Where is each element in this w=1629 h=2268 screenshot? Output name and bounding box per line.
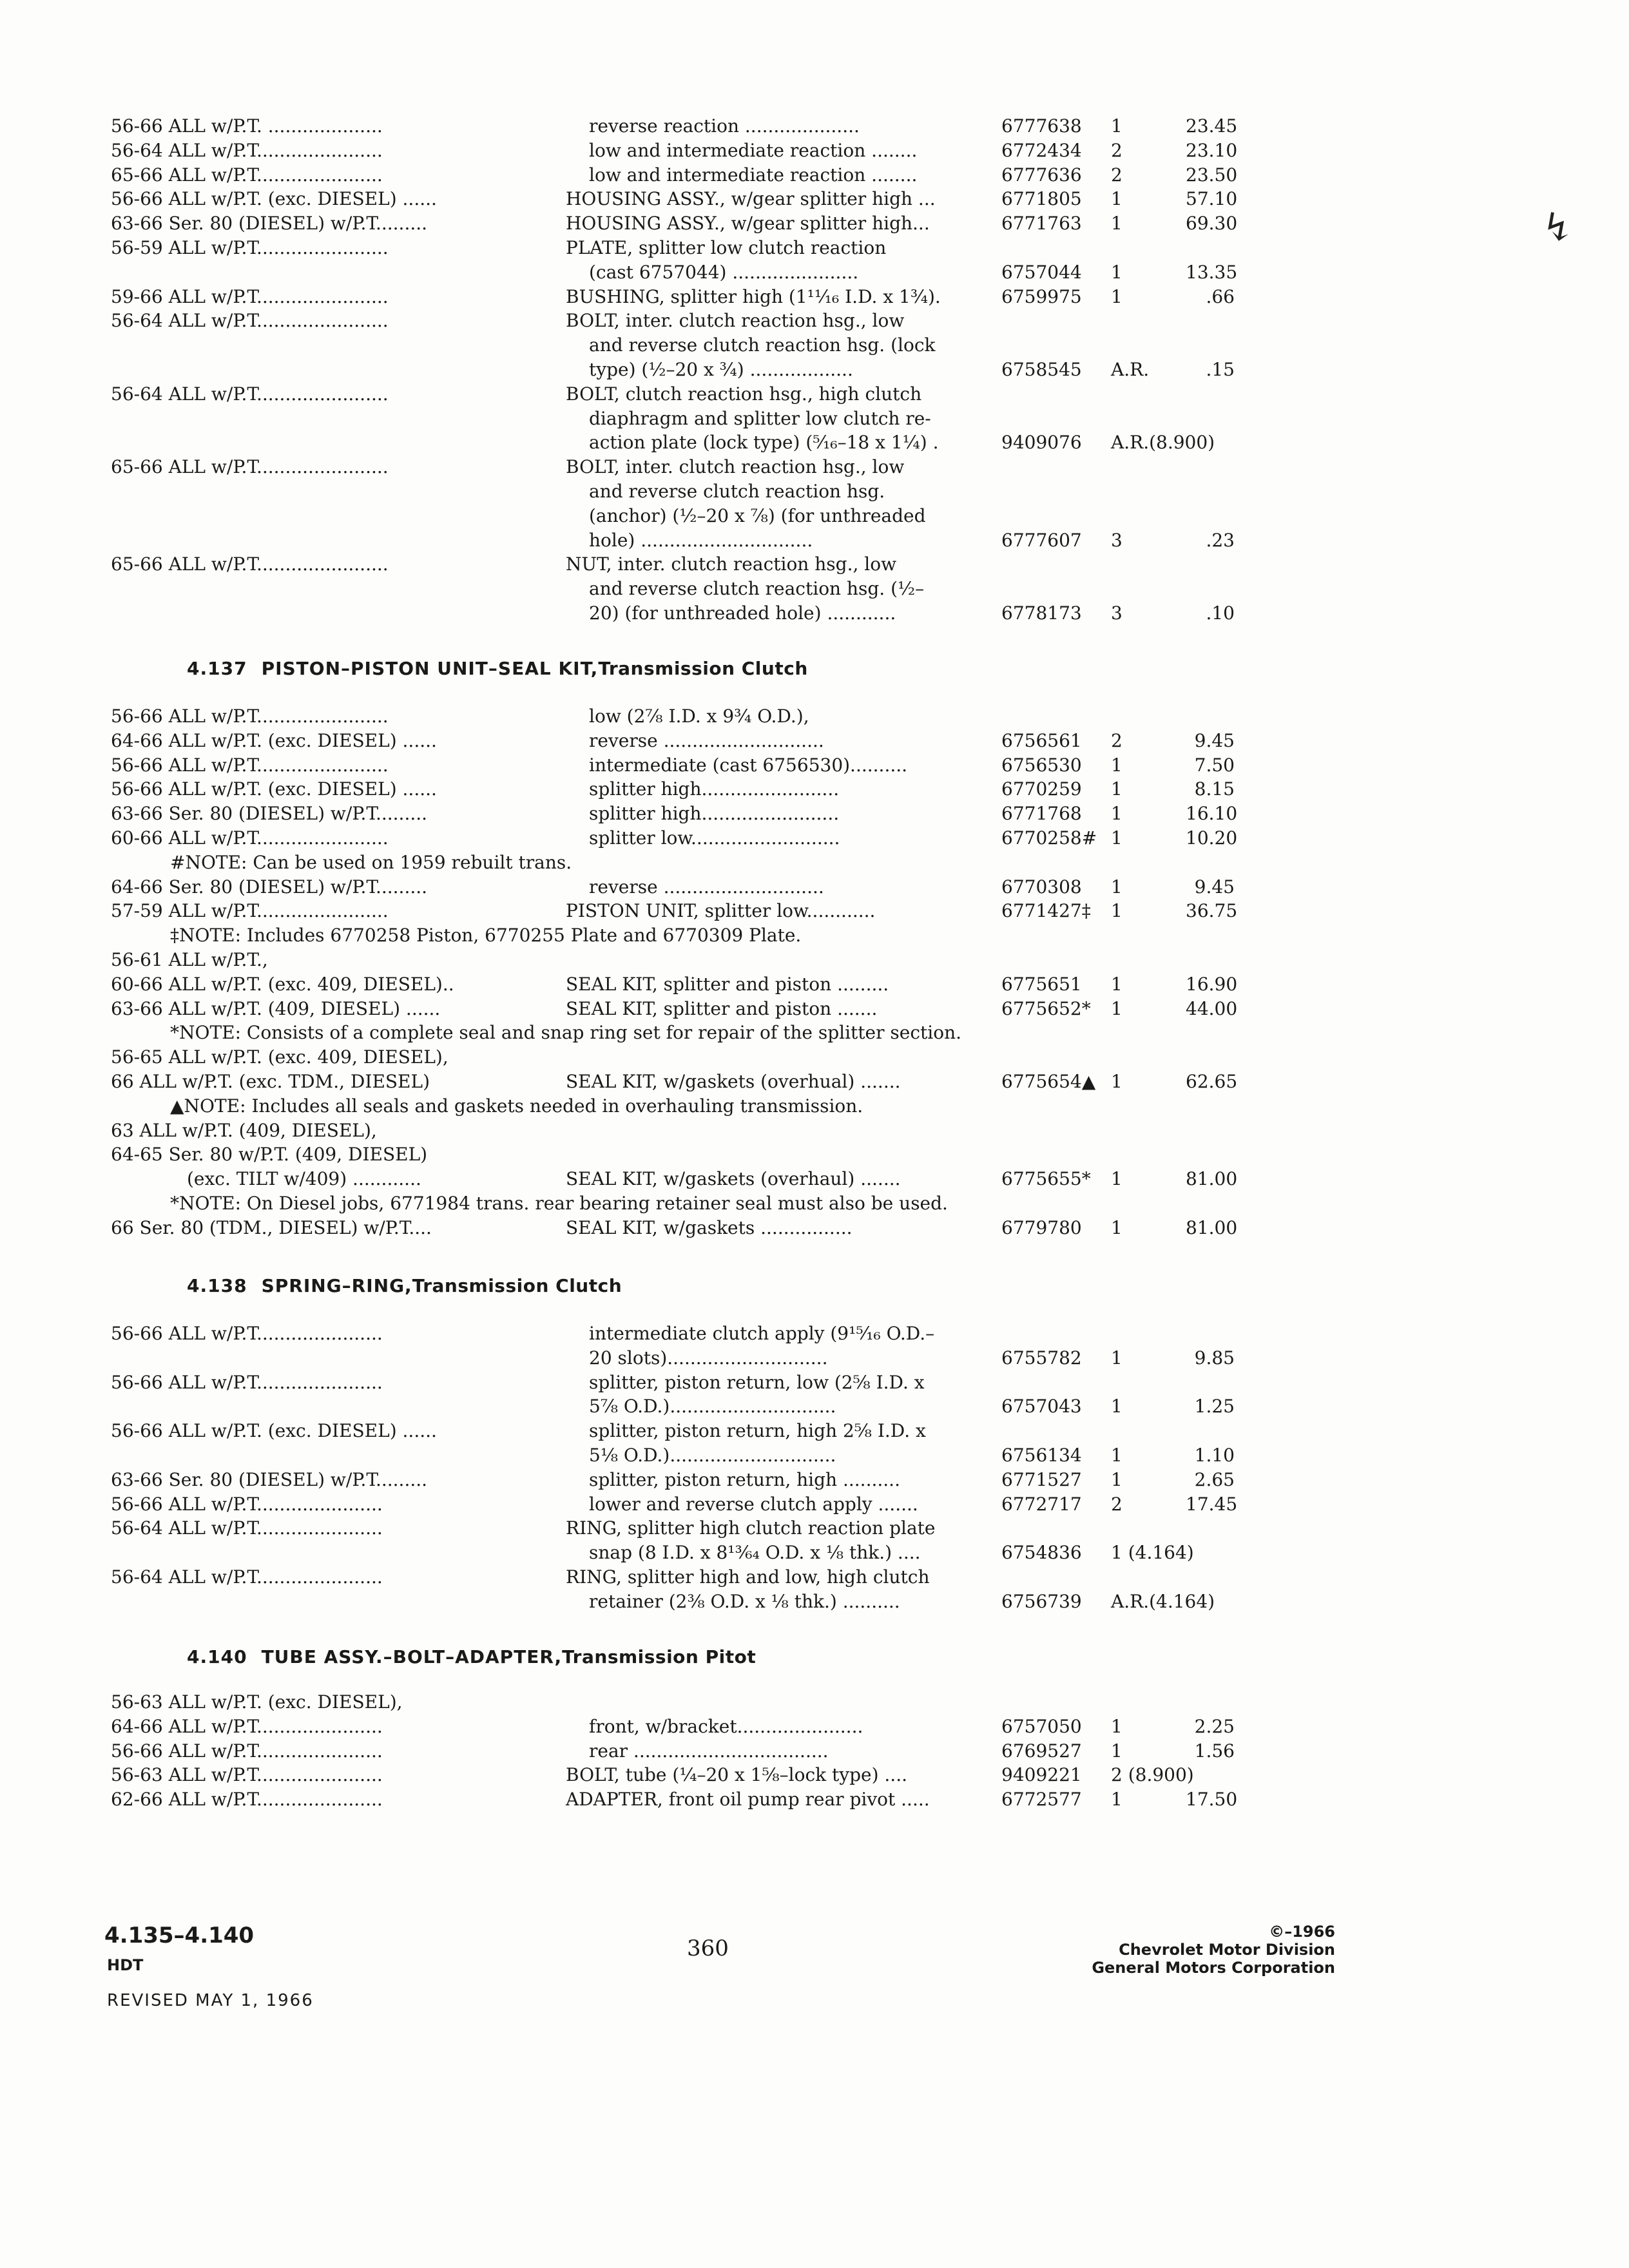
application-cell: 56-66 ALL w/P.T...................... [111,1323,383,1344]
application-cell: 63-66 Ser. 80 (DIESEL) w/P.T......... [111,1468,428,1490]
description-cell: NUT, inter. clutch reaction hsg., low [566,553,897,575]
application-cell: 56-64 ALL w/P.T...................... [111,1517,383,1539]
quantity-cell: 1 (4.164) [1111,1542,1194,1564]
table-row [0,334,1629,357]
part-number-cell: 6775652* [1001,997,1091,1019]
table-row [0,1192,1629,1215]
application-cell: 63-66 ALL w/P.T. (409, DIESEL) ...... [111,997,441,1019]
part-number-cell: 6756134 [1001,1445,1082,1466]
price-cell: 13.35 [1186,261,1238,283]
description-cell: type) (½–20 x ¾) .................. [589,359,853,380]
description-cell: SEAL KIT, w/gaskets ................ [566,1216,853,1238]
description-cell: intermediate clutch apply (9¹⁵⁄₁₆ O.D.– [589,1323,935,1344]
table-row [0,802,1629,825]
application-cell: 64-66 ALL w/P.T. (exc. DIESEL) ...... [111,729,437,751]
table-row [0,187,1629,211]
table-row [0,212,1629,235]
table-row [0,1419,1629,1443]
price-cell: 17.45 [1186,1493,1238,1515]
footer-corp: General Motors Corporation [1092,1959,1335,1977]
application-cell: 56-66 ALL w/P.T. (exc. DIESEL) ...... [111,188,437,210]
note-text: *NOTE: On Diesel jobs, 6771984 trans. rear bearing retainer seal must also be used. [170,1193,948,1214]
table-row [0,602,1629,625]
table-row [0,383,1629,406]
table-row [0,1347,1629,1370]
part-number-cell: 6771805 [1001,188,1082,210]
section-title: TUBE ASSY.–BOLT–ADAPTER, [261,1646,563,1667]
part-number-cell: 6754836 [1001,1542,1082,1564]
part-number-cell: 6769527 [1001,1740,1082,1762]
table-row [0,1046,1629,1069]
description-cell: HOUSING ASSY., w/gear splitter high ... [566,188,936,210]
quantity-cell: 1 [1111,213,1123,235]
price-cell: 57.10 [1186,188,1238,210]
table-row [0,236,1629,260]
description-cell: hole) .............................. [589,529,813,551]
description-cell: low and intermediate reaction ........ [589,164,918,186]
table-row [0,729,1629,753]
quantity-cell: 1 [1111,115,1123,137]
page-number: 360 [687,1936,729,1961]
description-cell: reverse ............................ [589,729,824,751]
application-cell: 65-66 ALL w/P.T...................... [111,164,383,186]
part-number-cell: 9409076 [1001,432,1082,454]
part-number-cell: 6757044 [1001,261,1082,283]
application-cell: 64-66 Ser. 80 (DIESEL) w/P.T......... [111,876,428,898]
table-row [0,505,1629,528]
quantity-cell: 1 [1111,803,1123,825]
description-cell: and reverse clutch reaction hsg. (lock [589,334,936,356]
price-cell: 16.90 [1186,973,1238,995]
section-heading-4-137 [187,656,808,682]
application-cell: 62-66 ALL w/P.T...................... [111,1789,383,1811]
price-cell: 2.65 [1194,1468,1235,1490]
table-row [0,705,1629,728]
table-row [0,851,1629,874]
price-cell: 17.50 [1186,1789,1238,1811]
description-cell: SEAL KIT, w/gaskets (overhual) ....... [566,1071,901,1092]
table-row [0,973,1629,996]
quantity-cell: A.R.(8.900) [1111,432,1215,454]
section-title: PISTON–PISTON UNIT–SEAL KIT, [261,658,599,679]
description-cell: BOLT, tube (¼–20 x 1⅝–lock type) .... [566,1764,907,1786]
part-number-cell: 6770258# [1001,827,1097,849]
description-cell: retainer (2⅜ O.D. x ⅛ thk.) .......... [589,1590,900,1612]
application-cell: 60-66 ALL w/P.T....................... [111,827,389,849]
table-row [0,827,1629,850]
price-cell: .23 [1206,529,1235,551]
description-cell: (cast 6757044) ...................... [589,261,859,283]
part-number-cell: 9409221 [1001,1764,1082,1786]
description-cell: BOLT, inter. clutch reaction hsg., low [566,310,905,332]
table-row [0,948,1629,972]
description-cell: action plate (lock type) (⁵⁄₁₆–18 x 1¼) . [589,432,939,454]
table-row [0,553,1629,576]
part-number-cell: 6771527 [1001,1468,1082,1490]
table-row [0,285,1629,309]
price-cell: 23.45 [1186,115,1238,137]
table-row [0,1070,1629,1093]
table-row [0,1691,1629,1714]
table-row [0,1566,1629,1589]
description-cell: 20 slots)............................ [589,1347,828,1369]
application-cell: (exc. TILT w/409) ............ [187,1168,421,1190]
section-subtitle: Transmission Clutch [412,1275,622,1296]
table-row [0,1517,1629,1540]
description-cell: ADAPTER, front oil pump rear pivot ..... [566,1789,930,1811]
price-cell: 2.25 [1194,1715,1235,1737]
description-cell: RING, splitter high and low, high clutch [566,1566,930,1588]
part-number-cell: 6757050 [1001,1715,1082,1737]
section-subtitle: Transmission Pitot [562,1646,757,1667]
application-cell: 63-66 Ser. 80 (DIESEL) w/P.T......... [111,803,428,825]
quantity-cell: 3 [1111,602,1123,624]
application-cell: 56-66 ALL w/P.T....................... [111,706,389,727]
note-text: ‡NOTE: Includes 6770258 Piston, 6770255 Plate and 6770309 Plate. [170,925,802,947]
table-row [0,1371,1629,1394]
application-cell: 56-64 ALL w/P.T....................... [111,383,389,405]
table-row [0,1168,1629,1191]
application-cell: 57-59 ALL w/P.T....................... [111,900,389,922]
description-cell: SEAL KIT, splitter and piston ......... [566,973,889,995]
part-number-cell: 6779780 [1001,1216,1082,1238]
quantity-cell: A.R.(4.164) [1111,1590,1215,1612]
part-number-cell: 6778173 [1001,602,1082,624]
quantity-cell: 1 [1111,1468,1123,1490]
table-row [0,924,1629,947]
margin-mark: ↯ [1541,205,1574,250]
application-cell: 56-66 ALL w/P.T. (exc. DIESEL) ...... [111,778,437,800]
description-cell: SEAL KIT, w/gaskets (overhaul) ....... [566,1168,901,1190]
quantity-cell: 2 (8.900) [1111,1764,1194,1786]
part-number-cell: 6772434 [1001,139,1082,161]
application-cell: 65-66 ALL w/P.T....................... [111,456,389,478]
footer-revised: REVISED MAY 1, 1966 [107,1991,314,2010]
table-row [0,1715,1629,1738]
part-number-cell: 6777636 [1001,164,1082,186]
application-cell: 59-66 ALL w/P.T....................... [111,285,389,307]
quantity-cell: 1 [1111,900,1123,922]
table-row [0,139,1629,162]
part-number-cell: 6775651 [1001,973,1082,995]
application-cell: 56-63 ALL w/P.T...................... [111,1764,383,1786]
price-cell: .66 [1206,285,1235,307]
application-cell: 56-66 ALL w/P.T...................... [111,1371,383,1393]
quantity-cell: 1 [1111,1347,1123,1369]
description-cell: rear .................................. [589,1740,829,1762]
note-text: ▲NOTE: Includes all seals and gaskets needed in overhauling transmission. [170,1095,863,1117]
table-row [0,358,1629,381]
price-cell: 36.75 [1186,900,1238,922]
description-cell: 5⅞ O.D.)............................. [589,1396,836,1418]
description-cell: low and intermediate reaction ........ [589,139,918,161]
price-cell: 10.20 [1186,827,1238,849]
description-cell: diaphragm and splitter low clutch re- [589,407,931,429]
quantity-cell: A.R. [1111,359,1150,380]
quantity-cell: 1 [1111,754,1123,776]
application-cell: 63 ALL w/P.T. (409, DIESEL), [111,1119,377,1141]
part-number-cell: 6771763 [1001,213,1082,235]
price-cell: 23.10 [1186,139,1238,161]
table-row [0,1095,1629,1118]
section-title: SPRING–RING, [261,1275,412,1296]
footer-range: 4.135–4.140 [104,1923,255,1948]
part-number-cell: 6756739 [1001,1590,1082,1612]
section-number: 4.140 [187,1646,247,1667]
note-text: *NOTE: Consists of a complete seal and snap ring set for repair of the splitter section. [170,1022,962,1044]
table-row [0,1788,1629,1811]
price-cell: 62.65 [1186,1071,1238,1092]
description-cell: and reverse clutch reaction hsg. (½– [589,578,925,600]
quantity-cell: 1 [1111,261,1123,283]
quantity-cell: 1 [1111,285,1123,307]
application-cell: 56-66 ALL w/P.T...................... [111,1740,383,1762]
price-cell: 9.45 [1194,876,1235,898]
quantity-cell: 1 [1111,997,1123,1019]
table-row [0,431,1629,454]
description-cell: splitter, piston return, high 2⅝ I.D. x [589,1420,926,1442]
description-cell: HOUSING ASSY., w/gear splitter high... [566,213,930,235]
table-row [0,456,1629,479]
application-cell: 56-66 ALL w/P.T. .................... [111,115,383,137]
quantity-cell: 1 [1111,1396,1123,1418]
table-row [0,997,1629,1021]
quantity-cell: 1 [1111,1715,1123,1737]
section-heading-4-138 [187,1273,622,1299]
application-cell: 66 Ser. 80 (TDM., DIESEL) w/P.T.... [111,1216,432,1238]
table-row [0,261,1629,284]
description-cell: 5⅛ O.D.)............................. [589,1445,836,1466]
part-number-cell: 6772577 [1001,1789,1082,1811]
quantity-cell: 1 [1111,188,1123,210]
quantity-cell: 1 [1111,1789,1123,1811]
table-row [0,1740,1629,1763]
quantity-cell: 1 [1111,1216,1123,1238]
price-cell: 8.15 [1194,778,1235,800]
application-cell: 64-65 Ser. 80 w/P.T. (409, DIESEL) [111,1144,428,1166]
price-cell: .15 [1206,359,1235,380]
quantity-cell: 1 [1111,1445,1123,1466]
description-cell: front, w/bracket...................... [589,1715,863,1737]
table-row [0,1444,1629,1467]
table-row [0,1493,1629,1516]
quantity-cell: 2 [1111,139,1123,161]
table-row [0,1763,1629,1787]
quantity-cell: 3 [1111,529,1123,551]
application-cell: 56-66 ALL w/P.T. (exc. DIESEL) ...... [111,1420,437,1442]
table-row [0,1590,1629,1613]
quantity-cell: 2 [1111,1493,1123,1515]
description-cell: PLATE, splitter low clutch reaction [566,237,887,258]
quantity-cell: 2 [1111,164,1123,186]
quantity-cell: 1 [1111,827,1123,849]
application-cell: 56-64 ALL w/P.T...................... [111,139,383,161]
price-cell: 16.10 [1186,803,1238,825]
quantity-cell: 1 [1111,1071,1123,1092]
description-cell: low (2⅞ I.D. x 9¾ O.D.), [589,706,809,727]
table-row [0,1468,1629,1492]
price-cell: 7.50 [1194,754,1235,776]
price-cell: 9.45 [1194,729,1235,751]
table-row [0,164,1629,187]
price-cell: 1.10 [1194,1445,1235,1466]
application-cell: 56-64 ALL w/P.T...................... [111,1566,383,1588]
part-number-cell: 6770259 [1001,778,1082,800]
section-number: 4.137 [187,658,247,679]
table-row [0,309,1629,332]
price-cell: 81.00 [1186,1168,1238,1190]
part-number-cell: 6777638 [1001,115,1082,137]
table-row [0,1322,1629,1345]
application-cell: 60-66 ALL w/P.T. (exc. 409, DIESEL).. [111,973,454,995]
part-number-cell: 6775655* [1001,1168,1091,1190]
description-cell: BOLT, clutch reaction hsg., high clutch [566,383,922,405]
part-number-cell: 6755782 [1001,1347,1082,1369]
table-row [0,1541,1629,1564]
part-number-cell: 6771768 [1001,803,1082,825]
part-number-cell: 6759975 [1001,285,1082,307]
section-heading-4-140 [187,1644,756,1670]
description-cell: splitter, piston return, high .......... [589,1468,900,1490]
application-cell: 56-61 ALL w/P.T., [111,949,268,970]
description-cell: splitter high........................ [589,803,840,825]
price-cell: 1.25 [1194,1396,1235,1418]
description-cell: lower and reverse clutch apply ....... [589,1493,918,1515]
table-row [0,1143,1629,1166]
part-number-cell: 6756530 [1001,754,1082,776]
quantity-cell: 1 [1111,778,1123,800]
part-number-cell: 6770308 [1001,876,1082,898]
table-row [0,1395,1629,1418]
description-cell: BUSHING, splitter high (1¹¹⁄₁₆ I.D. x 1¾). [566,285,941,307]
part-number-cell: 6756561 [1001,729,1082,751]
application-cell: 56-64 ALL w/P.T....................... [111,310,389,332]
description-cell: 20) (for unthreaded hole) ............ [589,602,896,624]
quantity-cell: 1 [1111,1168,1123,1190]
table-row [0,1021,1629,1044]
description-cell: splitter high........................ [589,778,840,800]
part-number-cell: 6771427‡ [1001,900,1091,922]
part-number-cell: 6777607 [1001,529,1082,551]
price-cell: 81.00 [1186,1216,1238,1238]
table-row [0,778,1629,801]
application-cell: 64-66 ALL w/P.T...................... [111,1715,383,1737]
table-row [0,115,1629,138]
description-cell: reverse ............................ [589,876,824,898]
price-cell: 44.00 [1186,997,1238,1019]
price-cell: 1.56 [1194,1740,1235,1762]
note-text: #NOTE: Can be used on 1959 rebuilt trans. [170,851,572,873]
price-cell: 69.30 [1186,213,1238,235]
description-cell: BOLT, inter. clutch reaction hsg., low [566,456,905,478]
description-cell: and reverse clutch reaction hsg. [589,481,885,502]
quantity-cell: 2 [1111,729,1123,751]
table-row [0,577,1629,601]
price-cell: .10 [1206,602,1235,624]
section-subtitle: Transmission Clutch [598,658,808,679]
table-row [0,876,1629,899]
application-cell: 56-66 ALL w/P.T...................... [111,1493,383,1515]
application-cell: 56-59 ALL w/P.T....................... [111,237,389,258]
description-cell: intermediate (cast 6756530).......... [589,754,908,776]
price-cell: 23.50 [1186,164,1238,186]
application-cell: 56-63 ALL w/P.T. (exc. DIESEL), [111,1691,403,1713]
quantity-cell: 1 [1111,1740,1123,1762]
quantity-cell: 1 [1111,973,1123,995]
description-cell: splitter, piston return, low (2⅝ I.D. x [589,1371,925,1393]
table-row [0,480,1629,503]
application-cell: 63-66 Ser. 80 (DIESEL) w/P.T......... [111,213,428,235]
application-cell: 56-65 ALL w/P.T. (exc. 409, DIESEL), [111,1046,448,1068]
description-cell: SEAL KIT, splitter and piston ....... [566,997,878,1019]
description-cell: RING, splitter high clutch reaction plate [566,1517,936,1539]
quantity-cell: 1 [1111,876,1123,898]
table-row [0,899,1629,923]
application-cell: 65-66 ALL w/P.T....................... [111,553,389,575]
description-cell: (anchor) (½–20 x ⅞) (for unthreaded [589,505,926,526]
description-cell: splitter low.......................... [589,827,840,849]
description-cell: snap (8 I.D. x 8¹³⁄₆₄ O.D. x ⅛ thk.) .... [589,1542,921,1564]
table-row [0,1119,1629,1142]
part-number-cell: 6757043 [1001,1396,1082,1418]
price-cell: 9.85 [1194,1347,1235,1369]
application-cell: 66 ALL w/P.T. (exc. TDM., DIESEL) [111,1071,430,1092]
description-cell: reverse reaction .................... [589,115,860,137]
part-number-cell: 6758545 [1001,359,1082,380]
table-row [0,754,1629,777]
table-row [0,1216,1629,1240]
application-cell: 56-66 ALL w/P.T....................... [111,754,389,776]
part-number-cell: 6775654▲ [1001,1071,1096,1092]
part-number-cell: 6772717 [1001,1493,1082,1515]
section-number: 4.138 [187,1275,247,1296]
footer-division: Chevrolet Motor Division [1119,1941,1335,1959]
table-row [0,529,1629,552]
description-cell: PISTON UNIT, splitter low............ [566,900,876,922]
footer-copyright: ©–1966 [1269,1923,1335,1941]
table-row [0,407,1629,430]
footer-hdt: HDT [107,1956,144,1974]
